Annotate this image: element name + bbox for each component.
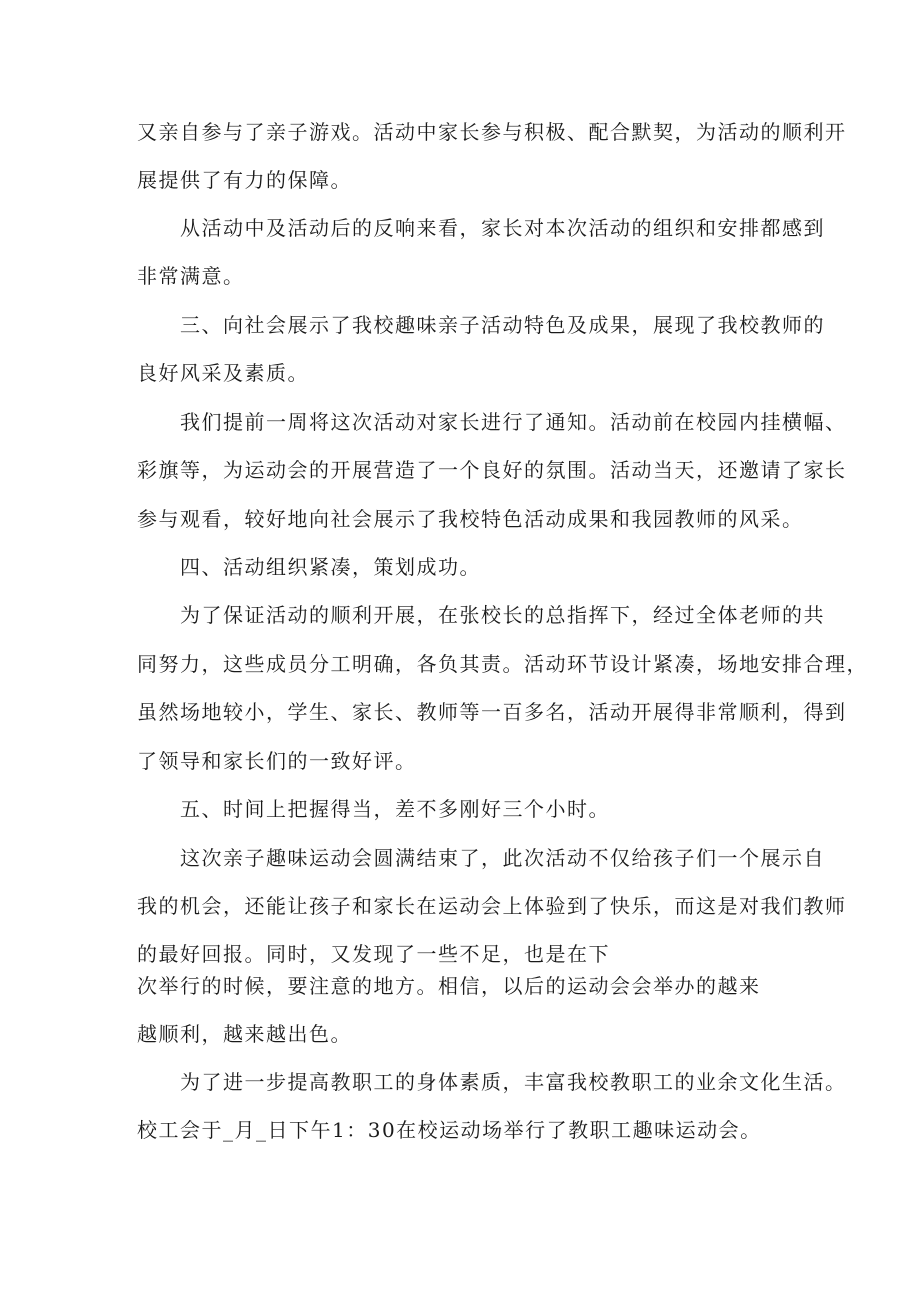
paragraph-line: 同努力，这些成员分工明确，各负其责。活动环节设计紧凑，场地安排合理， <box>137 652 868 676</box>
paragraph-line: 为了进一步提高教职工的身体素质，丰富我校教职工的业余文化生活。 <box>180 1070 847 1094</box>
paragraph-line: 良好风采及素质。 <box>137 361 309 385</box>
paragraph-line: 又亲自参与了亲子游戏。活动中家长参与积极、配合默契，为活动的顺利开 <box>137 120 847 144</box>
paragraph-line: 越顺利，越来越出色。 <box>137 1022 352 1046</box>
paragraph-line: 的最好回报。同时，又发现了一些不足，也是在下 <box>137 942 610 966</box>
paragraph-line: 我的机会，还能让孩子和家长在运动会上体验到了快乐，而这是对我们教师 <box>137 894 847 918</box>
paragraph-line: 校工会于_月_日下午1：30在校运动场举行了教职工趣味运动会。 <box>137 1118 762 1142</box>
paragraph-line: 我们提前一周将这次活动对家长进行了通知。活动前在校园内挂横幅、 <box>180 410 847 434</box>
paragraph-line: 从活动中及活动后的反响来看，家长对本次活动的组织和安排都感到 <box>180 216 825 240</box>
paragraph-line: 非常满意。 <box>137 264 245 288</box>
section-heading-4: 四、活动组织紧凑，策划成功。 <box>180 555 481 579</box>
paragraph-line: 展提供了有力的保障。 <box>137 168 352 192</box>
paragraph-line: 参与观看，较好地向社会展示了我校特色活动成果和我园教师的风采。 <box>137 507 804 531</box>
paragraph-line: 了领导和家长们的一致好评。 <box>137 749 417 773</box>
paragraph-line: 次举行的时候，要注意的地方。相信，以后的运动会会举办的越来 <box>137 974 761 998</box>
paragraph-line: 为了保证活动的顺利开展，在张校长的总指挥下，经过全体老师的共 <box>180 603 825 627</box>
section-heading-3: 三、向社会展示了我校趣味亲子活动特色及成果，展现了我校教师的 <box>180 313 825 337</box>
paragraph-line: 虽然场地较小，学生、家长、教师等一百多名，活动开展得非常顺利，得到 <box>137 700 847 724</box>
paragraph-line: 这次亲子趣味运动会圆满结束了，此次活动不仅给孩子们一个展示自 <box>180 846 825 870</box>
paragraph-line: 彩旗等，为运动会的开展营造了一个良好的氛围。活动当天，还邀请了家长 <box>137 458 847 482</box>
section-heading-5: 五、时间上把握得当，差不多刚好三个小时。 <box>180 797 610 821</box>
